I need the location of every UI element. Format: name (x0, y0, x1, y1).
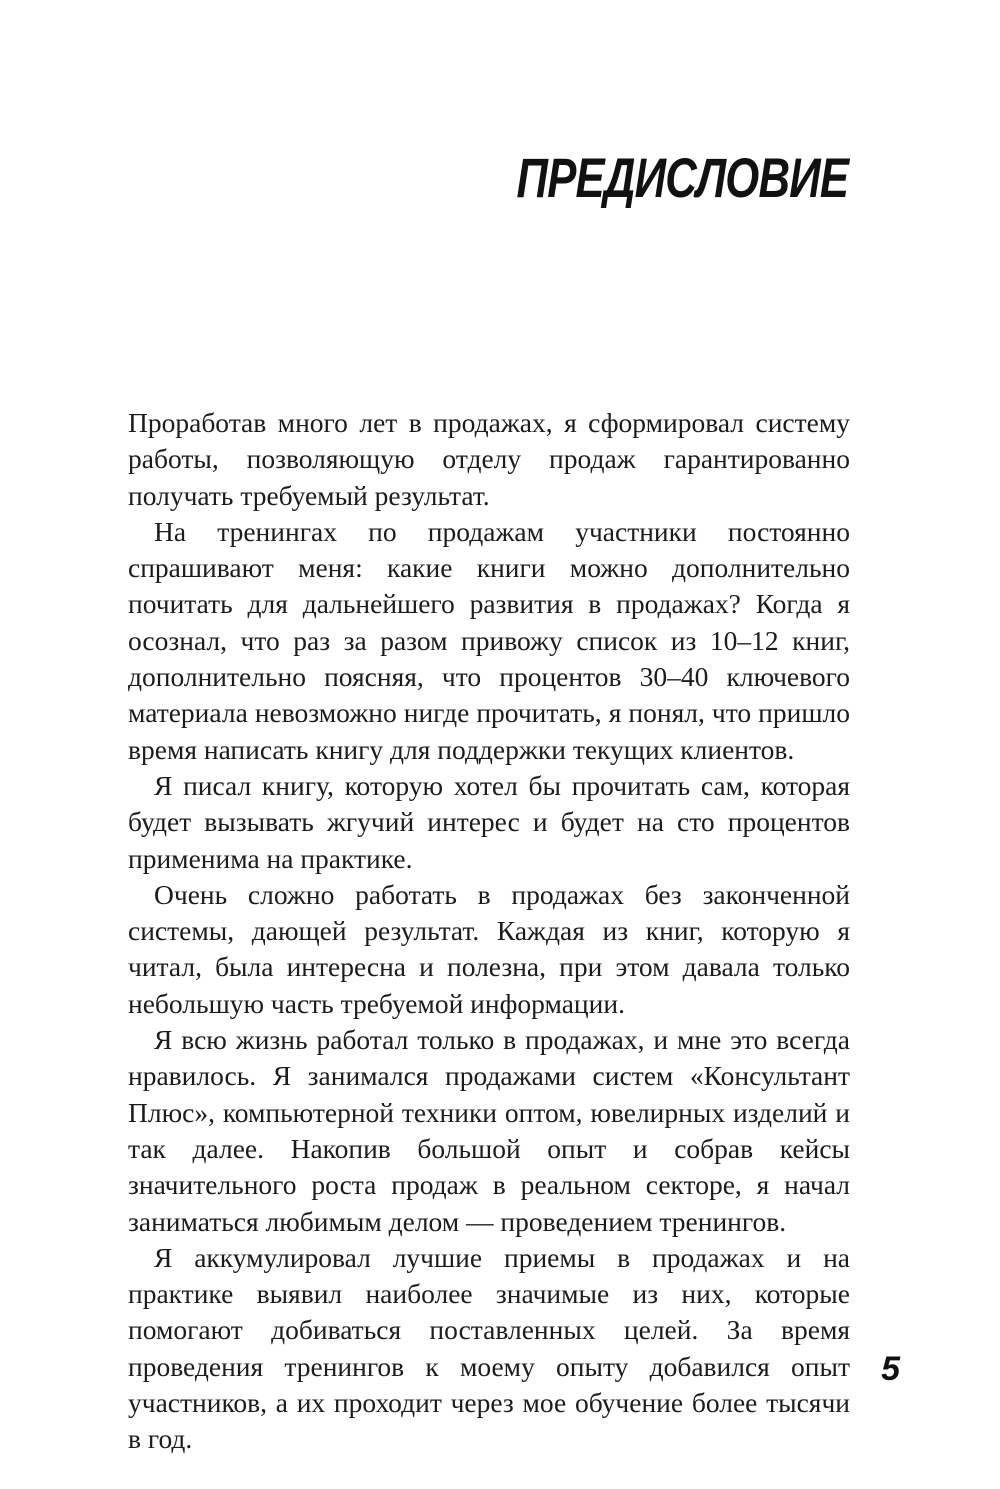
paragraph: На тренингах по продажам участники постоянно спрашивают меня: какие книги можно дополнительно почитать для дальнейшего развития в продажах? Когда я осознал, что раз за разом привожу список из 10–12 книг, дополнительно поясняя, что процентов 30–40 ключевого материала невозможно нигде прочитать, я понял, что пришло время написать книгу для поддержки текущих клиентов. (128, 515, 850, 765)
body-text (128, 405, 850, 1458)
paragraph: Я писал книгу, которую хотел бы прочитать сам, которая будет вызывать жгучий интерес и будет на сто процентов применима на практике. (128, 769, 850, 874)
page-number: 5 (881, 1350, 900, 1388)
chapter-title: ПРЕДИСЛОВИЕ (516, 146, 848, 209)
paragraph: Я всю жизнь работал только в продажах, и мне это всегда нравилось. Я занимался продажами систем «Консультант Плюс», компьютерной техники оптом, ювелирных изделий и так далее. Накопив большой опыт и собрав кейсы значительного роста продаж в реальном секторе, я начал заниматься любимым делом — проведением тренингов. (128, 1024, 850, 1237)
paragraph: Очень сложно работать в продажах без законченной системы, дающей результат. Каждая из книг, которую я читал, была интересна и полезна, при этом давала только небольшую часть требуемой информации. (128, 878, 850, 1019)
paragraph: Проработав много лет в продажах, я сформировал систему работы, позволяющую отделу продаж гарантированно получать требуемый результат. (128, 407, 850, 511)
paragraph: Я аккумулировал лучшие приемы в продажах и на практике выявил наиболее значимые из них, которые помогают добиваться поставленных целей. За время проведения тренингов к моему опыту добавился опыт участников, а их проходит через мое обучение более тысячи в год. (128, 1241, 850, 1455)
